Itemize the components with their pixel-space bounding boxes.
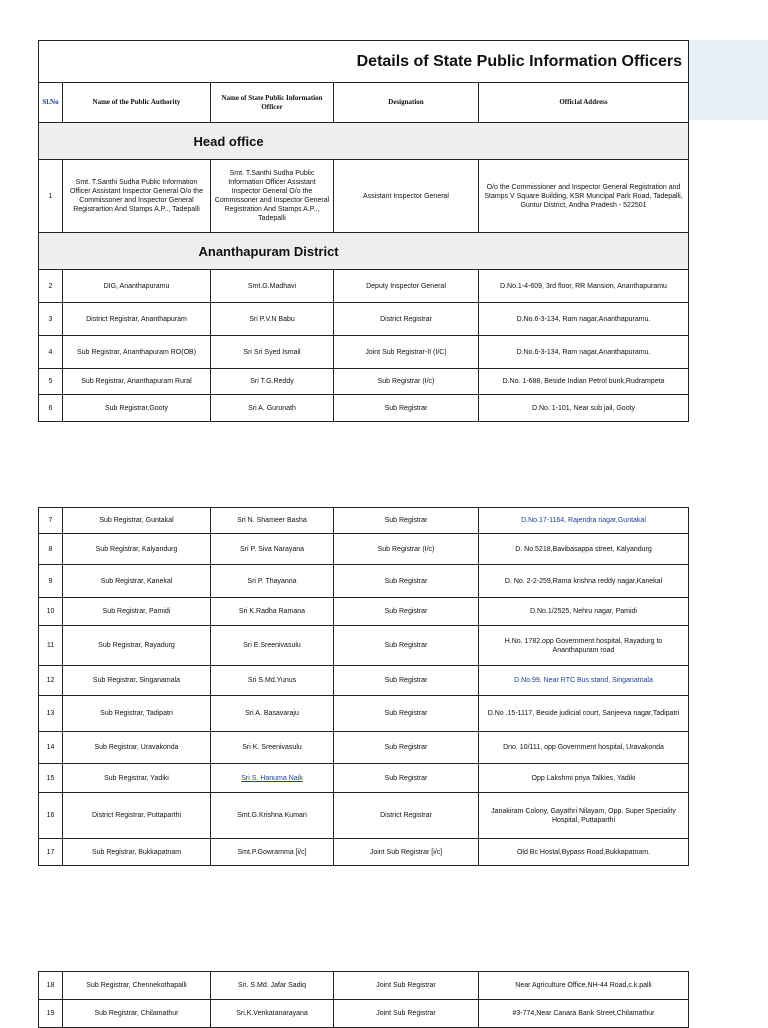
row-authority: Sub Registrar, Guntakal: [63, 508, 211, 534]
column-header-row: [39, 83, 689, 123]
row-designation: Sub Registrar: [334, 666, 479, 696]
row-authority: Sub Registrar, Kanekal: [63, 565, 211, 598]
row-designation: Sub Registrar: [334, 395, 479, 422]
row-designation: Joint Sub Registrar [i/c]: [334, 839, 479, 866]
row-designation: Joint Sub Registrar-II (I/C): [334, 336, 479, 369]
row-designation: Sub Registrar: [334, 732, 479, 764]
row-sl: 15: [39, 764, 63, 793]
row-officer: Smt.G.Madhavi: [211, 270, 334, 303]
row-address: O/o the Commissioner and Inspector General Registration and Stamps V Square Building, KSR Muncipal Park Road, Tadepalli, Guntur District, Andha Pradesh - 522501: [479, 160, 689, 233]
row-officer: Smt. T.Santhi Sudha Public Information Officer Assistant Inspector General O/o the Commissoner and Inspector General Registration And Stamps A.P.., Tadepalli: [211, 160, 334, 233]
row-officer: Sri Sri Syed Ismail: [211, 336, 334, 369]
row-officer: Sri E.Sreenivasulu: [211, 626, 334, 666]
table-row: [39, 336, 689, 369]
header-highlight-strip: [688, 40, 768, 120]
row-sl: 13: [39, 696, 63, 732]
row-authority: Sub Registrar,Gooty: [63, 395, 211, 422]
row-officer: Sri P. Siva Narayana: [211, 534, 334, 565]
row-authority: District Registrar, Puttaparthi: [63, 793, 211, 839]
row-designation: District Registrar: [334, 303, 479, 336]
section-row-ananthapuram: [39, 233, 689, 270]
row-sl: 9: [39, 565, 63, 598]
row-designation: Assistant Inspector General: [334, 160, 479, 233]
row-authority: Sub Registrar, Singanamala: [63, 666, 211, 696]
spio-table-part-2: [38, 507, 689, 866]
row-address: D.No.6-3-134, Ram nagar,Ananthapuramu.: [479, 336, 689, 369]
row-authority: Sub Registrar, Pamidi: [63, 598, 211, 626]
section-title: Ananthapuram District: [198, 243, 339, 259]
row-address: D.No.17-1164, Rajendra nagar,Guntakal: [479, 508, 689, 534]
row-sl: 3: [39, 303, 63, 336]
row-authority: Sub Registrar, Rayadurg: [63, 626, 211, 666]
row-sl: 14: [39, 732, 63, 764]
table-row: [39, 696, 689, 732]
row-officer: Smt.G.Krishna Kumari: [211, 793, 334, 839]
row-officer: Sri N. Shameer Basha: [211, 508, 334, 534]
row-address: Janakiram Colony, Gayathri Nilayam, Opp. Super Speciality Hospital, Puttaparthi: [479, 793, 689, 839]
row-designation: Sub Registrar: [334, 598, 479, 626]
row-authority: Smt. T.Santhi Sudha Public Information Officer Assistant Inspector General O/o the Commissoner and Inspector General Registrartion And Stamps A.P.., Tadepalli: [63, 160, 211, 233]
row-authority: Sub Registrar, Yadiki: [63, 764, 211, 793]
row-officer: Smt.P.Gowramma [i/c]: [211, 839, 334, 866]
row-address: Dno. 10/111, opp Government hospital, Uravakonda: [479, 732, 689, 764]
row-authority: Sub Registrar, Kalyandurg: [63, 534, 211, 565]
row-designation: Sub Registrar: [334, 565, 479, 598]
row-officer: Sri A. Gurunath: [211, 395, 334, 422]
row-designation: Sub Registrar: [334, 696, 479, 732]
row-sl: 17: [39, 839, 63, 866]
table-row: [39, 793, 689, 839]
row-address: #3-774,Near Canara Bank Street,Chilamathur: [479, 1000, 689, 1028]
row-sl: 10: [39, 598, 63, 626]
header-sl-no: Sl.No: [39, 83, 63, 123]
row-officer: Sri S.Md.Yunus: [211, 666, 334, 696]
row-address: H.No. 1782.opp Government hospital, Rayadurg to Ananthapuram road: [479, 626, 689, 666]
row-designation: Sub Registrar: [334, 626, 479, 666]
row-address: D. No.5218,Bavibasappa street, Kalyandurg: [479, 534, 689, 565]
table-row: [39, 839, 689, 866]
row-authority: Sub Registrar, Tadipatri: [63, 696, 211, 732]
row-sl: 19: [39, 1000, 63, 1028]
row-officer: Sri A. Basavaraju: [211, 696, 334, 732]
row-sl: 7: [39, 508, 63, 534]
spio-table-part-1: [38, 40, 689, 422]
table-row: [39, 395, 689, 422]
table-row: [39, 565, 689, 598]
section-row-head-office: [39, 123, 689, 160]
row-sl: 11: [39, 626, 63, 666]
table-row: [39, 160, 689, 233]
row-officer: Sri P. Thayanna: [211, 565, 334, 598]
row-designation: Sub Registrar: [334, 764, 479, 793]
row-authority: District Registrar, Ananthapuram: [63, 303, 211, 336]
row-sl: 16: [39, 793, 63, 839]
row-address: D.No.1/2525, Nehru nagar, Pamidi: [479, 598, 689, 626]
header-designation: Designation: [334, 83, 479, 123]
row-authority: Sub Registrar, Uravakonda: [63, 732, 211, 764]
section-title: Head office: [193, 133, 264, 149]
row-address: D.No. 1-101, Near sub jail, Gooty: [479, 395, 689, 422]
table-row: [39, 270, 689, 303]
row-officer: Sri K. Sreenivasulu: [211, 732, 334, 764]
row-sl: 2: [39, 270, 63, 303]
row-officer: Sri P.V.N Babu: [211, 303, 334, 336]
page-title: Details of State Public Information Officers: [39, 41, 689, 83]
table-row: [39, 303, 689, 336]
row-authority: Sub Registrar, Chennekothapalli: [63, 972, 211, 1000]
row-designation: Joint Sub Registrar: [334, 972, 479, 1000]
table-row: [39, 626, 689, 666]
row-address: D.No. 1-688, Beside Indian Petrol bunk,Rudrampeta: [479, 369, 689, 395]
table-row: [39, 666, 689, 696]
row-officer: Sri.K.Venkatanarayana: [211, 1000, 334, 1028]
header-authority: Name of the Public Authority: [63, 83, 211, 123]
row-address: Near Agriculture Office,NH-44 Road,c.k.palli: [479, 972, 689, 1000]
row-officer: Sri T.G.Reddy: [211, 369, 334, 395]
row-address: Old Bc Hostal,Bypass Road,Bukkapatnam.: [479, 839, 689, 866]
row-authority: Sub Registrar, Chilamathur: [63, 1000, 211, 1028]
table-row: [39, 972, 689, 1000]
row-officer: Sri K.Radha Ramana: [211, 598, 334, 626]
table-row: [39, 534, 689, 565]
row-designation: Joint Sub Registrar: [334, 1000, 479, 1028]
row-authority: DIG, Ananthapuramu: [63, 270, 211, 303]
row-address: D.No.1-4-609, 3rd floor, RR Mansion, Ananthapuramu: [479, 270, 689, 303]
row-designation: Sub Registrar: [334, 508, 479, 534]
row-designation: Deputy Inspector General: [334, 270, 479, 303]
row-sl: 18: [39, 972, 63, 1000]
row-address: D.No.99, Near RTC Bus stand, Singanamala: [479, 666, 689, 696]
row-sl: 4: [39, 336, 63, 369]
row-authority: Sub Registrar, Ananthapuram Rural: [63, 369, 211, 395]
row-address: D.No.6-3-134, Ram nagar,Ananthapuramu.: [479, 303, 689, 336]
row-address: D. No. 2-2-259,Rama krishna reddy nagar,Kanekal: [479, 565, 689, 598]
row-sl: 12: [39, 666, 63, 696]
row-address: D.No .15-1117, Beside judicial court, Sanjeeva nagar,Tadipatri: [479, 696, 689, 732]
header-officer: Name of State Public Information Officer: [211, 83, 334, 123]
row-sl: 8: [39, 534, 63, 565]
row-authority: Sub Registrar, Bukkapatnam: [63, 839, 211, 866]
row-designation: Sub Registrar (I/c): [334, 534, 479, 565]
table-row: [39, 369, 689, 395]
header-address: Official Address: [479, 83, 689, 123]
row-designation: Sub Registrar (I/c): [334, 369, 479, 395]
row-address: Opp Lakshmi priya Talkies, Yadiki: [479, 764, 689, 793]
officer-link[interactable]: Sri S. Hanuma Naik: [211, 764, 334, 793]
row-sl: 6: [39, 395, 63, 422]
table-row: [39, 764, 689, 793]
table-row: [39, 732, 689, 764]
row-sl: 5: [39, 369, 63, 395]
row-sl: 1: [39, 160, 63, 233]
table-row: [39, 508, 689, 534]
row-designation: District Registrar: [334, 793, 479, 839]
table-row: [39, 598, 689, 626]
spio-table-part-3: [38, 971, 689, 1028]
table-row: [39, 1000, 689, 1028]
row-officer: Sri. S.Md. Jafar Sadiq: [211, 972, 334, 1000]
row-authority: Sub Registrar, Ananthapuram RO(OB): [63, 336, 211, 369]
